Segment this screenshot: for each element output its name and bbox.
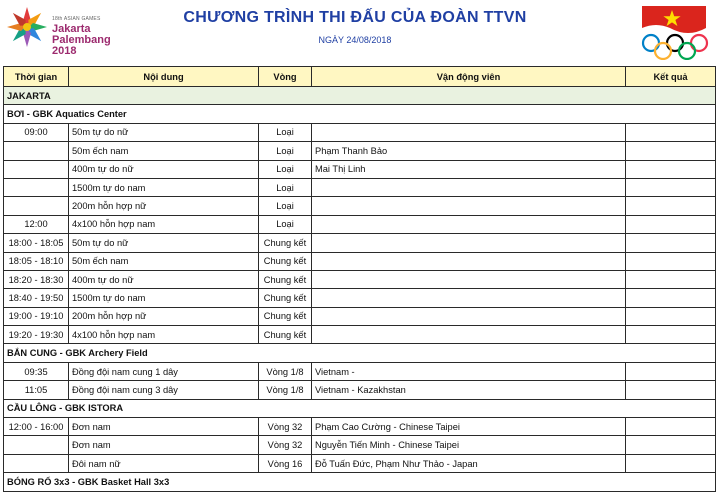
cell-event: 4x100 hỗn hợp nam xyxy=(69,215,259,233)
cell-round: Vòng 1/8 xyxy=(259,381,312,399)
cell-result xyxy=(626,252,716,270)
cell-time xyxy=(4,436,69,454)
cell-result xyxy=(626,436,716,454)
cell-event: 50m ếch nam xyxy=(69,142,259,160)
cell-result xyxy=(626,418,716,436)
cell-round: Chung kết xyxy=(259,234,312,252)
cell-event: 1500m tự do nam xyxy=(69,289,259,307)
cell-event: Đôi nam nữ xyxy=(69,454,259,472)
cell-event: 400m tự do nữ xyxy=(69,160,259,178)
cell-time: 18:40 - 19:50 xyxy=(4,289,69,307)
cell-round: Loại xyxy=(259,123,312,141)
cell-event: Đồng đội nam cung 3 dây xyxy=(69,381,259,399)
page-title: CHƯƠNG TRÌNH THI ĐẤU CỦA ĐOÀN TTVN xyxy=(183,9,527,26)
cell-result xyxy=(626,326,716,344)
cell-round: Vòng 1/8 xyxy=(259,362,312,380)
cell-time: 19:00 - 19:10 xyxy=(4,307,69,325)
cell-time: 18:05 - 18:10 xyxy=(4,252,69,270)
logo-city-2: Palembang xyxy=(52,34,111,46)
schedule-row xyxy=(4,326,716,344)
cell-event: 200m hỗn hợp nữ xyxy=(69,307,259,325)
cell-event: 400m tự do nữ xyxy=(69,270,259,288)
logo-edition: 18th ASIAN GAMES xyxy=(52,16,101,22)
cell-time: 09:00 xyxy=(4,123,69,141)
cell-athletes: Nguyễn Tiến Minh - Chinese Taipei xyxy=(312,436,626,454)
col-header-round: Vòng xyxy=(259,67,312,87)
cell-time xyxy=(4,160,69,178)
cell-time: 18:00 - 18:05 xyxy=(4,234,69,252)
cell-athletes xyxy=(312,270,626,288)
city-label: JAKARTA xyxy=(4,87,716,105)
cell-event: Đơn nam xyxy=(69,436,259,454)
schedule-row xyxy=(4,418,716,436)
cell-athletes xyxy=(312,234,626,252)
page-date: NGÀY 24/08/2018 xyxy=(318,35,392,45)
cell-result xyxy=(626,234,716,252)
venue-row xyxy=(4,344,716,362)
cell-athletes xyxy=(312,123,626,141)
cell-round: Chung kết xyxy=(259,307,312,325)
venue-row xyxy=(4,105,716,123)
cell-event: 50m tự do nữ xyxy=(69,234,259,252)
schedule-row xyxy=(4,270,716,288)
cell-time xyxy=(4,454,69,472)
cell-athletes: Phạm Cao Cường - Chinese Taipei xyxy=(312,418,626,436)
cell-event: 50m ếch nam xyxy=(69,252,259,270)
cell-result xyxy=(626,178,716,196)
col-header-result: Kết quả xyxy=(626,67,716,87)
cell-athletes xyxy=(312,252,626,270)
cell-result xyxy=(626,307,716,325)
cell-time xyxy=(4,142,69,160)
vietnam-olympic-logo xyxy=(636,2,714,60)
cell-athletes xyxy=(312,215,626,233)
cell-athletes: Phạm Thanh Bảo xyxy=(312,142,626,160)
cell-athletes: Đỗ Tuấn Đức, Phạm Như Thảo - Japan xyxy=(312,454,626,472)
cell-time: 12:00 - 16:00 xyxy=(4,418,69,436)
cell-round: Chung kết xyxy=(259,270,312,288)
schedule-row xyxy=(4,123,716,141)
cell-result xyxy=(626,362,716,380)
col-header-event: Nội dung xyxy=(69,67,259,87)
cell-time: 09:35 xyxy=(4,362,69,380)
cell-event: 4x100 hỗn hợp nam xyxy=(69,326,259,344)
cell-round: Loại xyxy=(259,197,312,215)
venue-label: BÓNG RỔ 3x3 - GBK Basket Hall 3x3 xyxy=(4,473,716,491)
cell-round: Loại xyxy=(259,142,312,160)
schedule-row xyxy=(4,160,716,178)
cell-result xyxy=(626,270,716,288)
schedule-row xyxy=(4,234,716,252)
cell-result xyxy=(626,215,716,233)
cell-result xyxy=(626,197,716,215)
venue-row xyxy=(4,473,716,491)
cell-event: 200m hỗn hợp nữ xyxy=(69,197,259,215)
cell-time xyxy=(4,178,69,196)
schedule-row xyxy=(4,142,716,160)
cell-athletes: Mai Thị Linh xyxy=(312,160,626,178)
schedule-row xyxy=(4,197,716,215)
cell-athletes: Vietnam - xyxy=(312,362,626,380)
schedule-row xyxy=(4,381,716,399)
logo-year: 2018 xyxy=(52,45,77,57)
cell-round: Chung kết xyxy=(259,326,312,344)
cell-round: Vòng 32 xyxy=(259,418,312,436)
cell-athletes xyxy=(312,289,626,307)
cell-athletes xyxy=(312,197,626,215)
cell-result xyxy=(626,381,716,399)
cell-round: Chung kết xyxy=(259,289,312,307)
cell-athletes xyxy=(312,326,626,344)
cell-time: 11:05 xyxy=(4,381,69,399)
cell-event: 1500m tự do nam xyxy=(69,178,259,196)
schedule-table xyxy=(3,66,716,492)
schedule-row xyxy=(4,215,716,233)
cell-result xyxy=(626,160,716,178)
col-header-athletes: Vận động viên xyxy=(312,67,626,87)
cell-round: Loại xyxy=(259,160,312,178)
cell-time: 18:20 - 18:30 xyxy=(4,270,69,288)
cell-round: Vòng 16 xyxy=(259,454,312,472)
cell-athletes: Vietnam - Kazakhstan xyxy=(312,381,626,399)
schedule-row xyxy=(4,252,716,270)
cell-event: Đồng đội nam cung 1 dây xyxy=(69,362,259,380)
cell-athletes xyxy=(312,307,626,325)
cell-result xyxy=(626,142,716,160)
schedule-row xyxy=(4,454,716,472)
venue-row xyxy=(4,399,716,417)
cell-event: Đơn nam xyxy=(69,418,259,436)
asian-games-logo xyxy=(4,4,116,57)
cell-event: 50m tự do nữ xyxy=(69,123,259,141)
cell-result xyxy=(626,454,716,472)
cell-result xyxy=(626,289,716,307)
cell-time: 19:20 - 19:30 xyxy=(4,326,69,344)
cell-time: 12:00 xyxy=(4,215,69,233)
logo-city-1: Jakarta xyxy=(52,23,91,35)
city-row xyxy=(4,87,716,105)
page-header xyxy=(0,0,716,64)
schedule-row xyxy=(4,307,716,325)
schedule-row xyxy=(4,289,716,307)
venue-label: BƠI - GBK Aquatics Center xyxy=(4,105,716,123)
schedule-row xyxy=(4,436,716,454)
schedule-row xyxy=(4,362,716,380)
cell-athletes xyxy=(312,178,626,196)
cell-round: Chung kết xyxy=(259,252,312,270)
cell-result xyxy=(626,123,716,141)
cell-round: Vòng 32 xyxy=(259,436,312,454)
asian-games-burst-icon xyxy=(4,4,50,50)
cell-round: Loại xyxy=(259,215,312,233)
venue-label: BẮN CUNG - GBK Archery Field xyxy=(4,344,716,362)
col-header-time: Thời gian xyxy=(4,67,69,87)
cell-time xyxy=(4,197,69,215)
table-header-row xyxy=(4,67,716,87)
venue-label: CẦU LÔNG - GBK ISTORA xyxy=(4,399,716,417)
cell-round: Loại xyxy=(259,178,312,196)
schedule-row xyxy=(4,178,716,196)
